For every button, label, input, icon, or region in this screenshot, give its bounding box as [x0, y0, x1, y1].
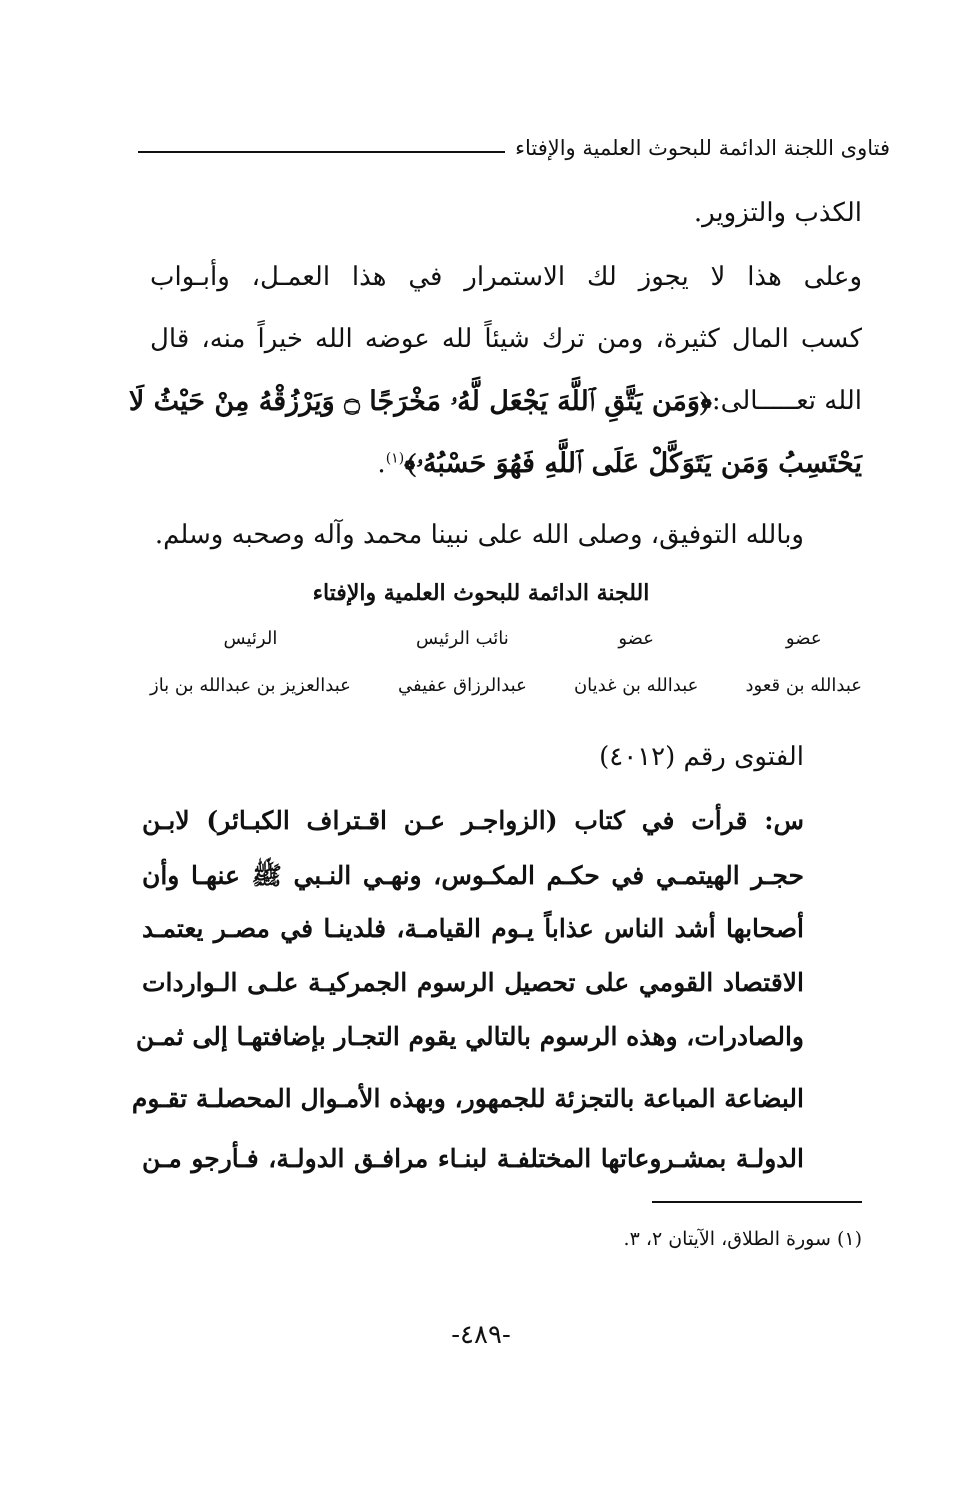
closing-line: وبالله التوفيق، وصلى الله على نبينا محمد وآله وصحبه وسلم.: [154, 520, 804, 550]
signatory-name: عبدالله بن قعود: [745, 675, 862, 696]
question-line: البضاعة المباعة بالتجزئة للجمهور، وبهذه الأمـوال المحصلـة تقـوم: [131, 1084, 804, 1113]
body-line-2: وعلى هذا لا يجوز لك الاستمرار في هذا العمـل، وأبـواب: [150, 262, 862, 292]
running-header: [138, 128, 890, 168]
body-line-3: كسب المال كثيرة، ومن ترك شيئاً لله عوضه الله خيراً منه، قال: [150, 324, 862, 354]
body-line-4: [128, 386, 862, 418]
footnote-reference: (١): [385, 450, 405, 467]
page-number: -٤٨٩-: [451, 1320, 511, 1350]
footnote-rule: [652, 1201, 862, 1203]
header-rule: [138, 151, 505, 153]
sentence-end: .: [377, 449, 386, 479]
signatory-title: نائب الرئيس: [416, 628, 509, 649]
header-title: فتاوى اللجنة الدائمة للبحوث العلمية والإفتاء: [515, 136, 890, 160]
signatory-4: [150, 628, 351, 696]
signatory-name: عبدالله بن غديان: [573, 675, 699, 696]
question-line: حجـر الهيتمـي في حكـم المكـوس، ونهـي النـبي ﷺ عنهـا وأن: [142, 861, 804, 890]
question-line: أصحابها أشد الناس عذاباً يـوم القيامـة، فلدينـا في مصـر يعتمـد: [142, 914, 804, 943]
fatwa-number: الفتوى رقم (٤٠١٢): [599, 742, 804, 772]
body-line-1: الكذب والتزوير.: [693, 198, 862, 228]
footnote: (١) سورة الطلاق، الآيتان ٢، ٣.: [623, 1228, 862, 1250]
body-line-5: [377, 448, 862, 480]
quran-verse-part-1: ﴿وَمَن يَتَّقِ ٱللَّهَ يَجْعَل لَّهُۥ مَخْرَجًا ۝ وَيَرْزُقْهُ مِنْ حَيْثُ لَا: [128, 386, 712, 417]
question-line: س: قرأت في كتاب (الزواجـر عـن اقـتراف الكبـائر) لابـن: [142, 806, 804, 835]
signatory-name: عبدالعزيز بن عبدالله بن باز: [150, 675, 351, 696]
signatory-title: عضو: [785, 628, 822, 649]
question-line: الدولـة بمشـروعاتها المختلفـة لبنـاء مرافـق الدولـة، فـأرجو مـن: [142, 1144, 804, 1173]
quran-intro: الله تعـــــالى:: [711, 386, 862, 416]
signature-row: [150, 628, 862, 696]
signatory-title: عضو: [618, 628, 654, 649]
signatory-name: عبدالرزاق عفيفي: [398, 675, 527, 696]
quran-verse-part-2: يَحْتَسِبُ وَمَن يَتَوَكَّلْ عَلَى ٱللَّهِ فَهُوَ حَسْبُهُۥ﴾: [404, 448, 862, 479]
committee-name: اللجنة الدائمة للبحوث العلمية والإفتاء: [312, 580, 650, 606]
signatory-1: [746, 628, 862, 696]
signatory-title: الرئيس: [223, 628, 278, 649]
signatory-2: [574, 628, 698, 696]
signatory-3: [398, 628, 527, 696]
question-line: والصادرات، وهذه الرسوم بالتالي يقوم التجـار بإضافتهـا إلى ثمـن: [135, 1022, 804, 1051]
question-line: الاقتصاد القومي على تحصيل الرسوم الجمركيـة علـى الـواردات: [142, 968, 804, 997]
